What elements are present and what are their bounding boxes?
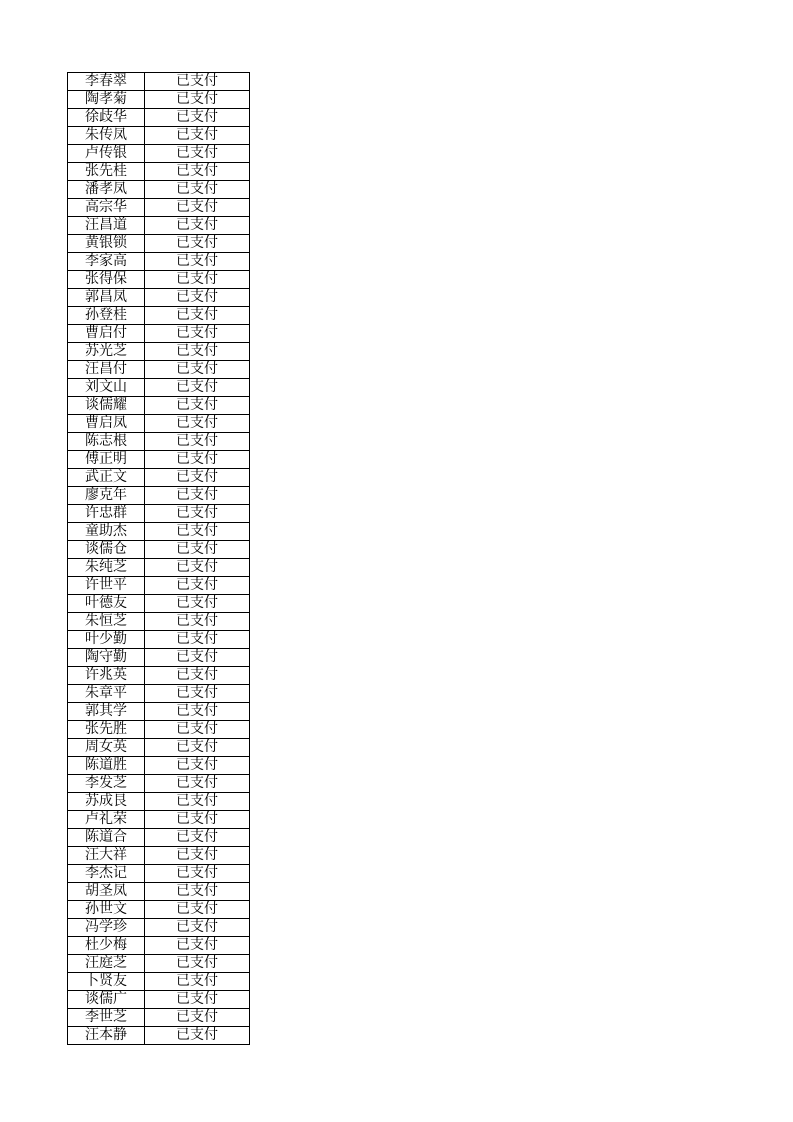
- status-cell: 已支付: [145, 667, 250, 685]
- table-row: [68, 73, 250, 91]
- table-row: [68, 433, 250, 451]
- status-cell: 已支付: [145, 343, 250, 361]
- status-cell: 已支付: [145, 361, 250, 379]
- table-row: [68, 523, 250, 541]
- status-cell: 已支付: [145, 613, 250, 631]
- table-row: [68, 955, 250, 973]
- name-cell: 汪本静: [68, 1027, 145, 1045]
- table-row: [68, 451, 250, 469]
- status-cell: 已支付: [145, 325, 250, 343]
- status-cell: 已支付: [145, 181, 250, 199]
- name-cell: 李杰记: [68, 865, 145, 883]
- name-cell: 曹启付: [68, 325, 145, 343]
- name-cell: 武正文: [68, 469, 145, 487]
- status-cell: 已支付: [145, 415, 250, 433]
- status-cell: 已支付: [145, 829, 250, 847]
- name-cell: 冯学珍: [68, 919, 145, 937]
- table-row: [68, 793, 250, 811]
- name-cell: 陈道合: [68, 829, 145, 847]
- name-cell: 黄银锁: [68, 235, 145, 253]
- status-cell: 已支付: [145, 1027, 250, 1045]
- name-cell: 卢礼荣: [68, 811, 145, 829]
- name-cell: 廖克年: [68, 487, 145, 505]
- status-cell: 已支付: [145, 649, 250, 667]
- status-cell: 已支付: [145, 739, 250, 757]
- name-cell: 张先胜: [68, 721, 145, 739]
- name-cell: 许世平: [68, 577, 145, 595]
- status-cell: 已支付: [145, 919, 250, 937]
- status-cell: 已支付: [145, 595, 250, 613]
- status-cell: 已支付: [145, 775, 250, 793]
- table-row: [68, 847, 250, 865]
- status-cell: 已支付: [145, 937, 250, 955]
- name-cell: 谈儒仓: [68, 541, 145, 559]
- status-cell: 已支付: [145, 883, 250, 901]
- table-row: [68, 541, 250, 559]
- status-cell: 已支付: [145, 973, 250, 991]
- table-row: [68, 1009, 250, 1027]
- table-row: [68, 883, 250, 901]
- name-cell: 周女英: [68, 739, 145, 757]
- status-cell: 已支付: [145, 685, 250, 703]
- name-cell: 徐歧华: [68, 109, 145, 127]
- status-cell: 已支付: [145, 91, 250, 109]
- table-row: [68, 829, 250, 847]
- name-cell: 高宗华: [68, 199, 145, 217]
- name-cell: 孙世文: [68, 901, 145, 919]
- status-cell: 已支付: [145, 955, 250, 973]
- name-cell: 郭其学: [68, 703, 145, 721]
- table-row: [68, 145, 250, 163]
- name-cell: 傅正明: [68, 451, 145, 469]
- name-cell: 杜少梅: [68, 937, 145, 955]
- table-row: [68, 685, 250, 703]
- status-cell: 已支付: [145, 721, 250, 739]
- name-cell: 许兆英: [68, 667, 145, 685]
- name-cell: 叶少勤: [68, 631, 145, 649]
- status-cell: 已支付: [145, 811, 250, 829]
- status-cell: 已支付: [145, 901, 250, 919]
- name-cell: 谈儒耀: [68, 397, 145, 415]
- name-cell: 李世芝: [68, 1009, 145, 1027]
- name-cell: 陶守勤: [68, 649, 145, 667]
- table-body: [68, 73, 250, 1045]
- status-cell: 已支付: [145, 307, 250, 325]
- table-row: [68, 1027, 250, 1045]
- table-row: [68, 109, 250, 127]
- table-row: [68, 415, 250, 433]
- name-cell: 张先桂: [68, 163, 145, 181]
- table-row: [68, 235, 250, 253]
- name-cell: 卜贤友: [68, 973, 145, 991]
- table-row: [68, 919, 250, 937]
- status-cell: 已支付: [145, 433, 250, 451]
- table-row: [68, 487, 250, 505]
- status-cell: 已支付: [145, 577, 250, 595]
- status-cell: 已支付: [145, 253, 250, 271]
- name-cell: 朱恒芝: [68, 613, 145, 631]
- table-row: [68, 505, 250, 523]
- table-row: [68, 91, 250, 109]
- table-row: [68, 703, 250, 721]
- status-cell: 已支付: [145, 1009, 250, 1027]
- status-cell: 已支付: [145, 145, 250, 163]
- status-cell: 已支付: [145, 757, 250, 775]
- name-cell: 孙登桂: [68, 307, 145, 325]
- table-row: [68, 973, 250, 991]
- table-row: [68, 217, 250, 235]
- table-row: [68, 901, 250, 919]
- name-cell: 李家高: [68, 253, 145, 271]
- name-cell: 李发芝: [68, 775, 145, 793]
- status-cell: 已支付: [145, 559, 250, 577]
- table-row: [68, 379, 250, 397]
- table-row: [68, 397, 250, 415]
- table-row: [68, 253, 250, 271]
- table-row: [68, 865, 250, 883]
- name-cell: 曹启凤: [68, 415, 145, 433]
- status-cell: 已支付: [145, 703, 250, 721]
- table-row: [68, 325, 250, 343]
- status-cell: 已支付: [145, 127, 250, 145]
- name-cell: 叶德友: [68, 595, 145, 613]
- name-cell: 陈志根: [68, 433, 145, 451]
- name-cell: 汪昌付: [68, 361, 145, 379]
- table-row: [68, 469, 250, 487]
- status-cell: 已支付: [145, 289, 250, 307]
- payment-sheet: [67, 72, 249, 1045]
- status-cell: 已支付: [145, 109, 250, 127]
- table-row: [68, 127, 250, 145]
- status-cell: 已支付: [145, 487, 250, 505]
- status-cell: 已支付: [145, 163, 250, 181]
- status-cell: 已支付: [145, 631, 250, 649]
- table-row: [68, 667, 250, 685]
- table-row: [68, 577, 250, 595]
- status-cell: 已支付: [145, 397, 250, 415]
- name-cell: 谈儒广: [68, 991, 145, 1009]
- table-row: [68, 991, 250, 1009]
- table-row: [68, 199, 250, 217]
- status-cell: 已支付: [145, 271, 250, 289]
- table-row: [68, 811, 250, 829]
- table-row: [68, 739, 250, 757]
- table-row: [68, 343, 250, 361]
- name-cell: 陈道胜: [68, 757, 145, 775]
- status-cell: 已支付: [145, 73, 250, 91]
- table-row: [68, 595, 250, 613]
- status-cell: 已支付: [145, 541, 250, 559]
- name-cell: 朱章平: [68, 685, 145, 703]
- status-cell: 已支付: [145, 451, 250, 469]
- payment-table: [67, 72, 250, 1045]
- name-cell: 汪大祥: [68, 847, 145, 865]
- name-cell: 朱传凤: [68, 127, 145, 145]
- table-row: [68, 307, 250, 325]
- table-row: [68, 721, 250, 739]
- name-cell: 张得保: [68, 271, 145, 289]
- name-cell: 卢传银: [68, 145, 145, 163]
- table-row: [68, 271, 250, 289]
- table-row: [68, 757, 250, 775]
- name-cell: 苏光芝: [68, 343, 145, 361]
- name-cell: 郭昌凤: [68, 289, 145, 307]
- status-cell: 已支付: [145, 379, 250, 397]
- status-cell: 已支付: [145, 505, 250, 523]
- status-cell: 已支付: [145, 235, 250, 253]
- name-cell: 潘孝凤: [68, 181, 145, 199]
- table-row: [68, 649, 250, 667]
- table-row: [68, 559, 250, 577]
- status-cell: 已支付: [145, 217, 250, 235]
- name-cell: 陶孝菊: [68, 91, 145, 109]
- table-row: [68, 361, 250, 379]
- status-cell: 已支付: [145, 199, 250, 217]
- status-cell: 已支付: [145, 991, 250, 1009]
- status-cell: 已支付: [145, 865, 250, 883]
- name-cell: 童助杰: [68, 523, 145, 541]
- status-cell: 已支付: [145, 523, 250, 541]
- table-row: [68, 613, 250, 631]
- name-cell: 李春翠: [68, 73, 145, 91]
- table-row: [68, 181, 250, 199]
- table-row: [68, 775, 250, 793]
- table-row: [68, 289, 250, 307]
- name-cell: 苏成艮: [68, 793, 145, 811]
- table-row: [68, 631, 250, 649]
- name-cell: 汪庭芝: [68, 955, 145, 973]
- name-cell: 许忠群: [68, 505, 145, 523]
- status-cell: 已支付: [145, 469, 250, 487]
- status-cell: 已支付: [145, 847, 250, 865]
- table-row: [68, 937, 250, 955]
- status-cell: 已支付: [145, 793, 250, 811]
- name-cell: 刘文山: [68, 379, 145, 397]
- name-cell: 朱纯芝: [68, 559, 145, 577]
- table-row: [68, 163, 250, 181]
- name-cell: 汪昌道: [68, 217, 145, 235]
- name-cell: 胡圣凤: [68, 883, 145, 901]
